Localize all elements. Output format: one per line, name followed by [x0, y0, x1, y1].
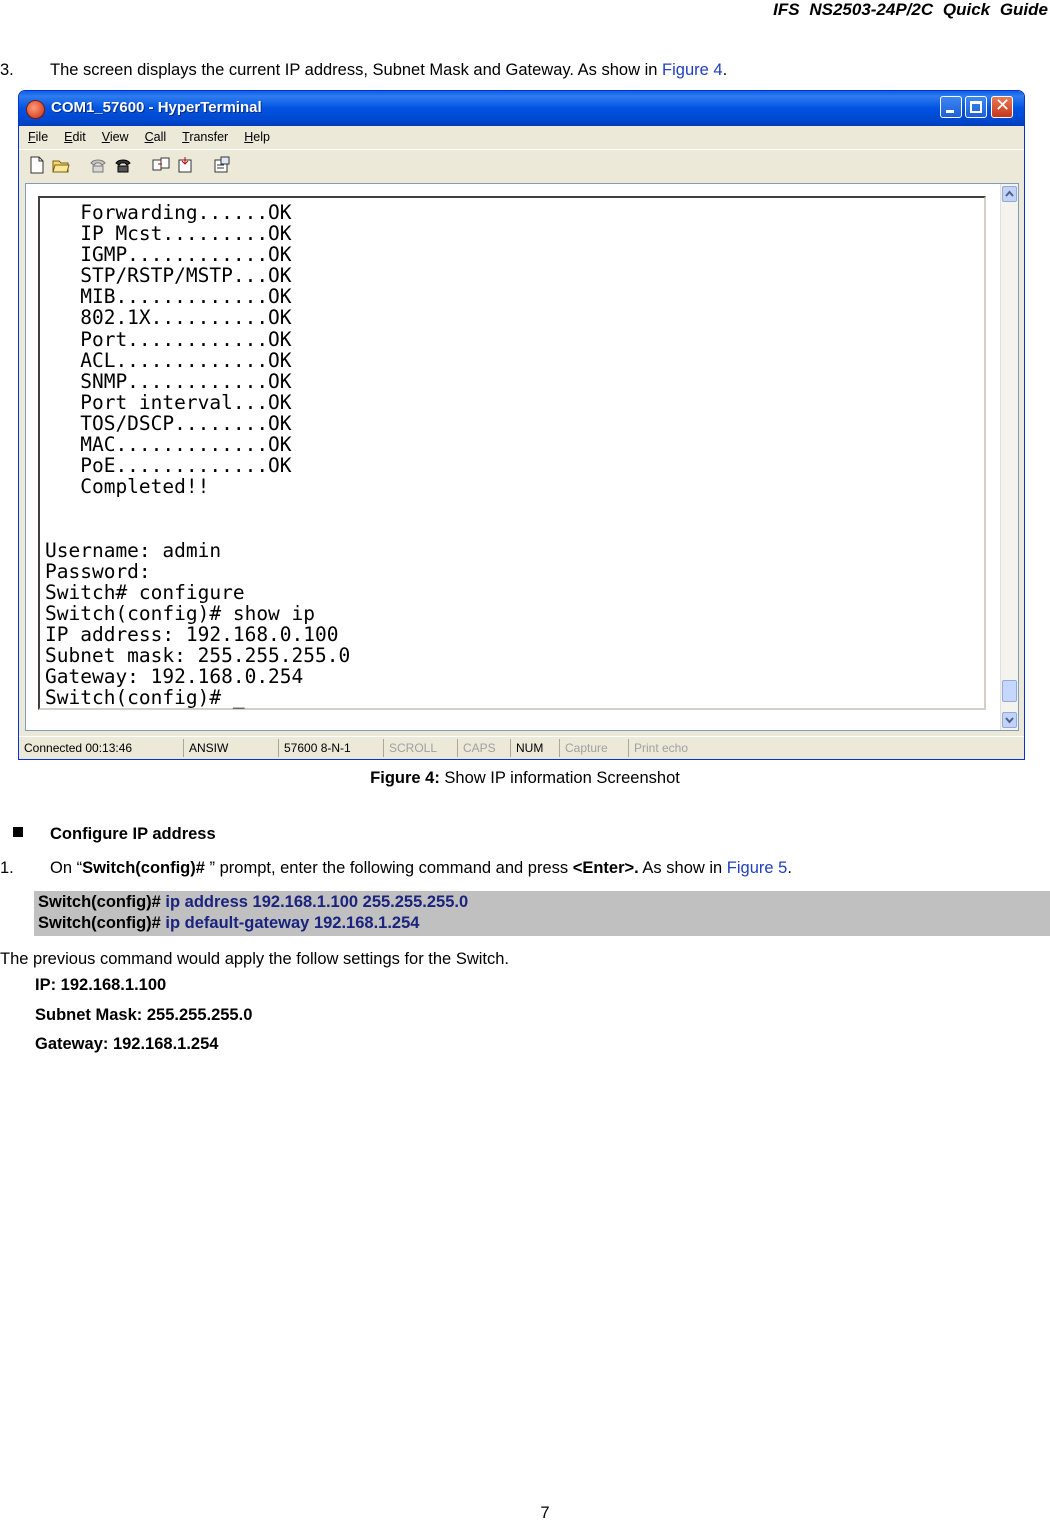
status-emulation: ANSIW: [183, 739, 277, 757]
toolbar: [19, 149, 1024, 180]
step-1-post: As show in: [638, 859, 727, 877]
menu-edit[interactable]: Edit: [64, 130, 86, 144]
figure-4-caption-text: Show IP information Screenshot: [439, 769, 680, 787]
properties-icon[interactable]: [213, 156, 231, 174]
step-3-text: [50, 61, 727, 80]
status-bar: [19, 736, 1024, 760]
command-2-text: ip default-gateway 192.168.1.254: [165, 914, 420, 932]
scroll-down-button[interactable]: [1002, 712, 1017, 728]
step-1-number: 1.: [0, 859, 14, 877]
terminal-output: Forwarding......OK IP Mcst.........OK IGMP............OK STP/RSTP/MSTP...OK MIB.............OK 802.1X..........OK Port............OK ACL.............OK SNMP............OK Port interval...OK TOS/DSCP........OK MAC.............OK PoE.............OK Completed!! Username: admin Password: Switch# configure Switch(config)# show ip IP address: 192.168.0.100 Subnet mask: 255.255.255.0 Gateway: 192.168.0.254 Switch(config)# _: [45, 201, 351, 710]
menu-file[interactable]: File: [28, 130, 49, 144]
summary-mask: Subnet Mask: 255.255.255.0: [35, 1006, 253, 1024]
summary-gateway: Gateway: 192.168.1.254: [35, 1035, 219, 1053]
page-number: 7: [540, 1504, 550, 1522]
step-1-mid: ” prompt, enter the following command and press: [204, 859, 573, 877]
step-1-text: [50, 859, 792, 878]
disconnect-phone-icon[interactable]: [114, 156, 132, 174]
terminal-screen: [38, 196, 986, 710]
status-num: NUM: [510, 739, 558, 757]
command-2-prompt: Switch(config)#: [38, 914, 166, 932]
command-line-2: [38, 914, 419, 933]
step-1-end: .: [787, 859, 792, 877]
send-file-icon[interactable]: [152, 156, 170, 174]
connect-phone-icon[interactable]: [89, 156, 107, 174]
menu-transfer[interactable]: Transfer: [182, 130, 229, 144]
step-1-key: <Enter>.: [572, 859, 639, 877]
summary-ip: IP: 192.168.1.100: [35, 976, 167, 994]
status-scroll: SCROLL: [383, 739, 456, 757]
status-capture: Capture: [559, 739, 627, 757]
close-button[interactable]: [991, 96, 1013, 118]
close-icon: ✕: [995, 95, 1011, 115]
maximize-icon: [970, 101, 982, 113]
status-caps: CAPS: [457, 739, 509, 757]
step-1-prompt: Switch(config)#: [82, 859, 205, 877]
open-folder-icon[interactable]: [52, 156, 70, 174]
minimize-button[interactable]: [940, 96, 962, 118]
menu-help[interactable]: Help: [244, 130, 270, 144]
figure-4-caption: [0, 769, 1050, 788]
menu-view[interactable]: View: [101, 130, 129, 144]
menu-bar: [19, 126, 1024, 148]
status-print-echo: Print echo: [628, 739, 728, 757]
window-title: COM1_57600 - HyperTerminal: [51, 99, 262, 116]
vertical-scrollbar[interactable]: [1000, 184, 1018, 730]
command-box: [34, 891, 1050, 936]
menu-call[interactable]: Call: [144, 130, 167, 144]
command-line-1: [38, 893, 468, 912]
command-1-prompt: Switch(config)#: [38, 893, 166, 911]
step-1-pre: On “: [50, 859, 83, 877]
figure-4-label: Figure 4:: [370, 769, 440, 787]
maximize-button[interactable]: [965, 96, 987, 118]
section-title: Configure IP address: [50, 825, 216, 843]
receive-file-icon[interactable]: [176, 156, 194, 174]
status-connected: Connected 00:13:46: [24, 741, 133, 755]
minimize-icon: [946, 110, 954, 113]
status-settings: 57600 8-N-1: [278, 739, 382, 757]
chevron-down-icon: [1003, 713, 1016, 727]
terminal-area[interactable]: [25, 183, 1019, 731]
figure-5-link[interactable]: Figure 5: [726, 859, 788, 877]
hyperterminal-window: [18, 90, 1025, 760]
figure-4-link[interactable]: Figure 4: [662, 61, 723, 79]
title-bar[interactable]: [19, 91, 1024, 126]
hyperterminal-app-icon: [26, 100, 45, 119]
square-bullet-icon: [13, 827, 23, 837]
summary-intro: The previous command would apply the follow settings for the Switch.: [0, 950, 510, 968]
scroll-thumb[interactable]: [1002, 680, 1017, 702]
page-header: IFS NS2503-24P/2C Quick Guide: [773, 0, 1048, 19]
step-3-end: .: [722, 61, 728, 79]
new-document-icon[interactable]: [28, 156, 46, 174]
chevron-up-icon: [1003, 187, 1016, 201]
step-3-body: The screen displays the current IP address, Subnet Mask and Gateway. As show in: [50, 61, 663, 79]
scroll-up-button[interactable]: [1002, 186, 1017, 202]
command-1-text: ip address 192.168.1.100 255.255.255.0: [165, 893, 469, 911]
step-3-number: 3.: [0, 61, 14, 79]
